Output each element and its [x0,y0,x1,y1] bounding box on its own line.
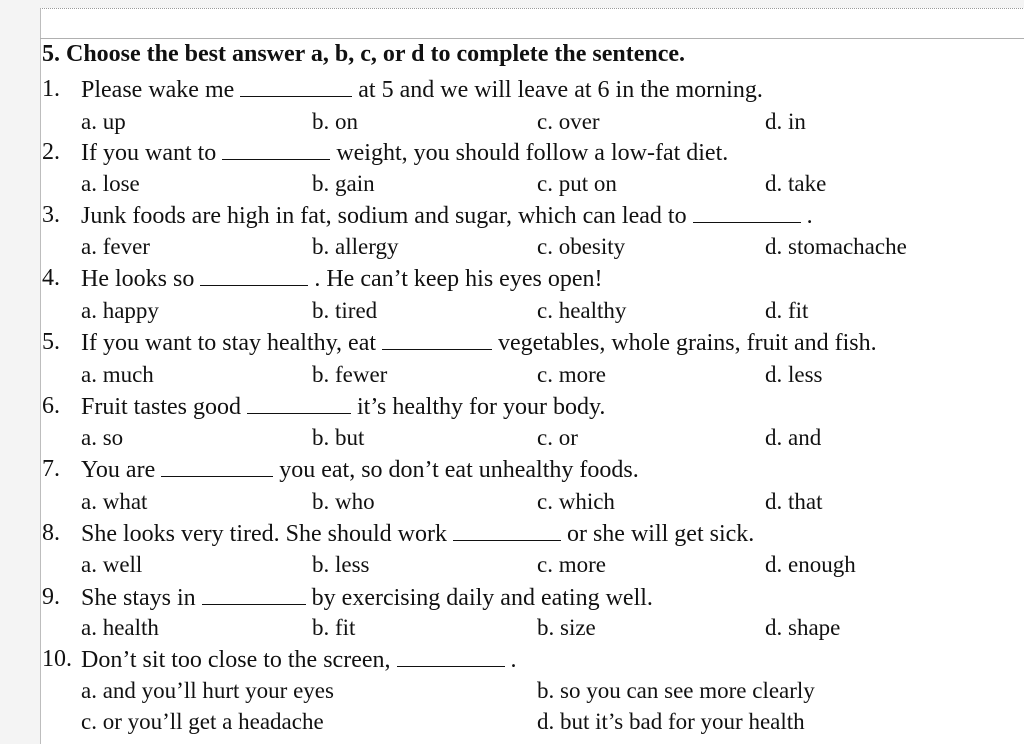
question-4 [0,265,1024,295]
question-10 [0,646,1024,676]
option-d[interactable]: d. stomachache [765,234,907,259]
answer-blank[interactable] [240,76,352,97]
option-d[interactable]: d. shape [765,615,841,640]
option-d[interactable]: d. less [765,362,823,387]
options-row-9 [0,615,1024,645]
option-b[interactable]: b. fit [312,615,356,640]
option-b[interactable]: b. allergy [312,234,399,259]
options-row-4 [0,298,1024,328]
option-d[interactable]: d. and [765,425,822,450]
option-c[interactable]: c. more [537,552,606,577]
option-a[interactable]: a. happy [81,298,159,323]
options-row-3 [0,234,1024,264]
option-a[interactable]: a. well [81,552,143,577]
answer-blank[interactable] [222,139,330,160]
option-b[interactable]: b. on [312,109,358,134]
answer-blank[interactable] [247,393,351,414]
question-8 [0,520,1024,550]
question-9 [0,584,1024,614]
header-divider [40,38,1024,39]
options-row-10-top [0,678,1024,708]
option-a[interactable]: a. lose [81,171,140,196]
exercise-heading: 5. Choose the best answer a, b, c, or d to complete the sentence. [42,41,686,67]
options-row-5 [0,362,1024,392]
option-b[interactable]: b. so you can see more clearly [537,678,815,703]
answer-blank[interactable] [161,456,273,477]
question-2 [0,139,1024,169]
option-d[interactable]: d. in [765,109,806,134]
option-a[interactable]: a. much [81,362,154,387]
options-row-7 [0,489,1024,519]
question-number: 5. [42,329,60,355]
answer-blank[interactable] [382,329,492,350]
question-text-after: at 5 and we will leave at 6 in the morning. [358,77,763,103]
option-b[interactable]: b. tired [312,298,378,323]
question-text-after: it’s healthy for your body. [357,394,606,420]
question-number: 7. [42,456,60,482]
question-number: 10. [42,646,72,672]
question-text-after: you eat, so don’t eat unhealthy foods. [279,457,639,483]
question-text-before: Fruit tastes good [81,394,241,420]
question-text-after: vegetables, whole grains, fruit and fish. [498,330,877,356]
question-text-before: Please wake me [81,77,235,103]
question-number: 3. [42,202,60,228]
option-a[interactable]: a. and you’ll hurt your eyes [81,678,334,703]
option-c[interactable]: c. healthy [537,298,627,323]
options-row-1 [0,109,1024,139]
option-d[interactable]: d. take [765,171,827,196]
option-a[interactable]: a. so [81,425,124,450]
option-b[interactable]: b. less [312,552,370,577]
option-a[interactable]: a. health [81,615,159,640]
question-number: 6. [42,393,60,419]
question-number: 2. [42,139,60,165]
option-c[interactable]: c. put on [537,171,617,196]
question-text-before: He looks so [81,266,195,292]
question-text-before: You are [81,457,156,483]
option-b[interactable]: b. but [312,425,365,450]
question-text-before: She stays in [81,585,196,611]
question-number: 4. [42,265,60,291]
options-row-8 [0,552,1024,582]
question-number: 8. [42,520,60,546]
answer-blank[interactable] [202,584,306,605]
options-row-10-bottom [0,709,1024,739]
option-c[interactable]: c. or [537,425,578,450]
answer-blank[interactable] [397,646,505,667]
option-c[interactable]: c. obesity [537,234,626,259]
question-text-before: Junk foods are high in fat, sodium and sugar, which can lead to [81,203,687,229]
question-3 [0,202,1024,232]
option-b[interactable]: b. fewer [312,362,388,387]
option-c[interactable]: c. more [537,362,606,387]
answer-blank[interactable] [453,520,561,541]
option-c[interactable]: c. or you’ll get a headache [81,709,324,734]
question-text-after: or she will get sick. [566,521,755,547]
question-1 [0,76,1024,106]
question-number: 1. [42,76,60,102]
option-d[interactable]: d. fit [765,298,809,323]
question-text-before: Don’t sit too close to the screen, [81,647,391,673]
question-text-after: weight, you should follow a low-fat diet. [336,140,729,166]
question-7 [0,456,1024,486]
option-b[interactable]: b. who [312,489,375,514]
option-b[interactable]: b. gain [312,171,375,196]
option-c[interactable]: c. which [537,489,615,514]
option-c[interactable]: c. over [537,109,600,134]
question-text-before: She looks very tired. She should work [81,521,447,547]
answer-blank[interactable] [200,265,308,286]
option-c[interactable]: b. size [537,615,596,640]
question-text-after: . He can’t keep his eyes open! [314,266,603,292]
options-row-2 [0,171,1024,201]
question-text-before: If you want to stay healthy, eat [81,330,377,356]
question-6 [0,393,1024,423]
option-d[interactable]: d. but it’s bad for your health [537,709,805,734]
option-d[interactable]: d. enough [765,552,856,577]
question-text-after: . [510,647,517,673]
option-a[interactable]: a. what [81,489,148,514]
option-a[interactable]: a. fever [81,234,150,259]
question-5 [0,329,1024,359]
question-text-after: . [806,203,813,229]
question-text-after: by exercising daily and eating well. [311,585,653,611]
question-number: 9. [42,584,60,610]
option-d[interactable]: d. that [765,489,823,514]
options-row-6 [0,425,1024,455]
question-text-before: If you want to [81,140,217,166]
answer-blank[interactable] [693,202,801,223]
option-a[interactable]: a. up [81,109,126,134]
